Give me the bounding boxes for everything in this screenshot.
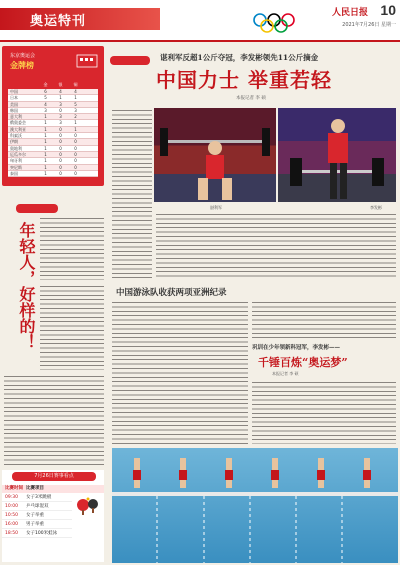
schedule-row (2, 502, 72, 511)
medal-country: 泰国 (10, 170, 18, 176)
schedule-event: 女子100米蛙泳 (26, 531, 58, 536)
medal-count: 1 (74, 120, 77, 126)
medal-count: 1 (44, 114, 47, 120)
medal-count: 0 (74, 164, 77, 170)
medal-count: 0 (74, 158, 77, 164)
medal-count: 0 (59, 170, 62, 176)
schedule-title: 7月26日赛事看点 (12, 472, 96, 481)
article3-body-text-2 (252, 380, 396, 444)
schedule-time: 18:50 (5, 531, 18, 536)
schedule-time: 09:30 (5, 495, 18, 500)
medal-count: 1 (44, 126, 47, 132)
table-tennis-icon (74, 496, 100, 516)
main-headline: 中国力士 举重若轻 (156, 68, 332, 92)
medal-country: 日本 (10, 95, 18, 101)
medal-count: 5 (44, 95, 47, 101)
commentary-body-text-2 (40, 284, 104, 370)
weightlifter-figure-2 (278, 108, 396, 202)
schedule-row (2, 529, 72, 538)
page-number: 10 (380, 2, 396, 18)
medal-country: 澳大利亚 (10, 126, 26, 132)
commentary-badge (16, 204, 58, 213)
schedule-body (2, 493, 72, 538)
main-body-text (112, 108, 152, 278)
medal-count: 1 (59, 95, 62, 101)
medal-count: 0 (59, 151, 62, 157)
medal-table-header: 金 银 铜 (43, 82, 78, 87)
page-header (0, 0, 400, 42)
medal-count: 1 (44, 145, 47, 151)
photo2-caption: 李发彬 (370, 205, 382, 210)
medal-country: 中国 (10, 89, 18, 94)
medal-count: 5 (74, 101, 77, 107)
main-body-text-2 (156, 212, 396, 278)
medal-count: 1 (44, 139, 47, 145)
schedule-time: 10:00 (5, 504, 18, 509)
weightlifter-photo-1 (154, 108, 276, 202)
main-kicker: 谌利军反超1公斤夺冠，李发彬领先11公斤摘金 (160, 53, 319, 62)
medal-country: 科索沃 (10, 133, 22, 139)
medal-country: 奥地利 (10, 145, 22, 151)
medal-country: 突尼斯 (10, 164, 22, 170)
olympic-rings-icon (250, 12, 310, 34)
section-title: 奥运特刊 (30, 14, 87, 29)
schedule-header: 比赛时间 比赛项目 (2, 485, 104, 493)
medal-country: 韩国 (10, 107, 18, 113)
commentary-body-text-3 (4, 374, 104, 466)
medal-count: 0 (74, 139, 77, 145)
photo1-caption: 谌利军 (210, 205, 222, 210)
schedule-event: 乒乓球混双 (26, 504, 49, 509)
medal-count: 0 (59, 145, 62, 151)
article2-headline: 中国游泳队收获两项亚洲纪录 (116, 288, 227, 298)
schedule-event: 女子3米跳板 (26, 495, 52, 500)
main-byline: 本报记者 李 硕 (236, 96, 266, 101)
medal-count: 0 (74, 170, 77, 176)
medal-count: 1 (44, 133, 47, 139)
medal-country: 意大利 (10, 114, 22, 120)
schedule-panel (2, 470, 104, 562)
medal-country: 厄瓜多尔 (10, 151, 26, 157)
swimming-relay-photo (112, 448, 398, 563)
medal-count: 1 (44, 164, 47, 170)
medal-country: 匈牙利 (10, 158, 22, 164)
medal-count: 0 (59, 107, 62, 113)
commentary-body-text (40, 216, 104, 280)
medal-count: 3 (74, 107, 77, 113)
medal-table-row (8, 171, 98, 177)
medal-count: 4 (44, 101, 47, 107)
medal-count: 0 (59, 133, 62, 139)
schedule-event: 男子举重 (26, 522, 44, 527)
article3-byline: 本报记者 李 硕 (272, 371, 299, 376)
medal-count: 3 (44, 107, 47, 113)
schedule-row (2, 493, 72, 502)
commentary-slogan: 年轻人，好样的！ (17, 222, 36, 350)
article3-kicker: 巩训在少年领新科冠军，李发彬—— (252, 345, 341, 351)
medal-count: 1 (74, 95, 77, 101)
schedule-time: 10:50 (5, 513, 18, 518)
medal-table-title: 金牌榜 (10, 61, 34, 70)
medal-table-subtitle: 东京奥运会 (10, 53, 36, 59)
medal-table-body (8, 89, 98, 177)
medal-count: 1 (44, 151, 47, 157)
medal-count: 1 (44, 158, 47, 164)
medal-count: 0 (59, 158, 62, 164)
medal-count: 4 (74, 89, 77, 94)
weightlifter-figure-1 (154, 108, 276, 202)
weightlifter-photo-2 (278, 108, 396, 202)
medal-count: 3 (59, 114, 62, 120)
schedule-event: 女子举重 (26, 513, 44, 518)
medal-country: 伊朗 (10, 139, 18, 145)
schedule-row (2, 511, 72, 520)
newspaper-logo: 人民日报 (331, 8, 368, 18)
swimmers-diving-figures (112, 448, 398, 563)
medal-count: 1 (44, 170, 47, 176)
medal-count: 3 (59, 101, 62, 107)
medal-count: 1 (74, 126, 77, 132)
medal-country: 美国 (10, 101, 18, 107)
medal-count: 0 (74, 145, 77, 151)
medal-count: 2 (74, 114, 77, 120)
medal-count: 0 (59, 139, 62, 145)
header-rule (0, 40, 400, 42)
medal-count: 6 (44, 89, 47, 94)
tokyo-emblem-icon (76, 54, 98, 68)
date-line: 2021年7月26日 星期一 (342, 22, 396, 28)
schedule-time: 16:00 (5, 522, 18, 527)
section-tag (110, 56, 150, 65)
article3-body-text (252, 300, 396, 340)
medal-table (2, 46, 104, 186)
medal-count: 0 (74, 133, 77, 139)
article2-body-text (112, 300, 248, 444)
schedule-row (2, 520, 72, 529)
medal-count: 4 (59, 89, 62, 94)
medal-count: 0 (59, 126, 62, 132)
medal-count: 0 (74, 151, 77, 157)
article3-headline: 千锤百炼“奥运梦” (258, 356, 348, 369)
medal-count: 3 (59, 120, 62, 126)
medal-count: 1 (44, 120, 47, 126)
medal-country: 俄奥委会 (10, 120, 26, 126)
medal-count: 0 (59, 164, 62, 170)
